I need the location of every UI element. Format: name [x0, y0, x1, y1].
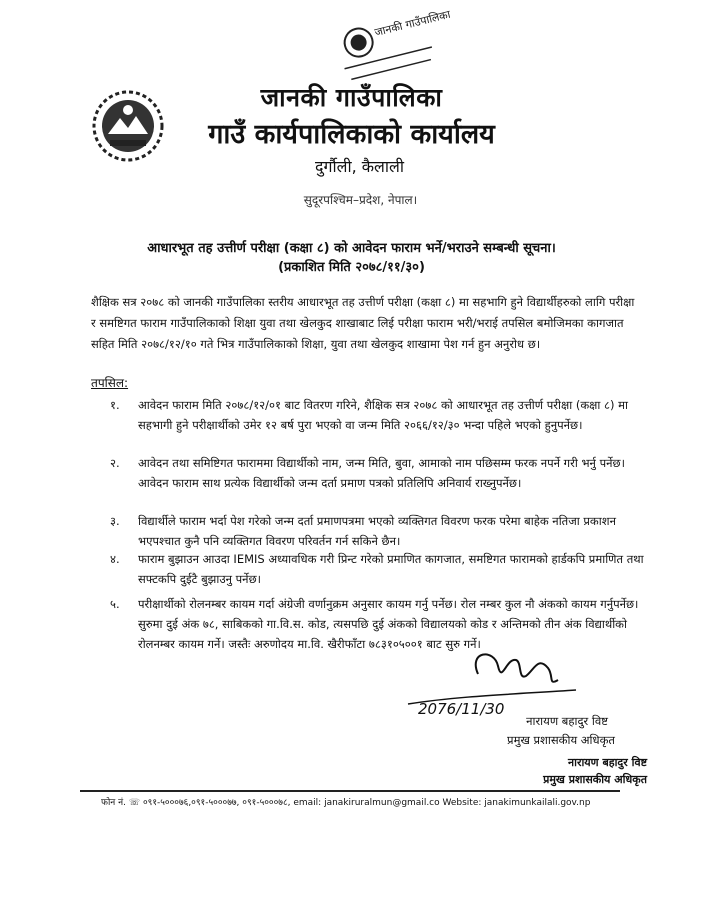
- signatory-name: नारायण बहादुर विष्ट: [526, 714, 608, 728]
- item-number: ३.: [110, 514, 120, 528]
- list-item: [110, 594, 650, 654]
- item-text: आवेदन फाराम मिति २०७८/१२/०१ बाट वितरण गरिने, शैक्षिक सत्र २०७८ को आधारभूत तह उत्तीर्ण परीक्षा (कक्षा ८) मा सहभागी हुने परीक्षार्थीको उमेर १२ बर्ष पुरा भएको वा जन्म मिति २०६६/१२/३० भन्दा पहिले भएको हुनुपर्नेछ।: [138, 398, 629, 432]
- item-number: ४.: [110, 552, 120, 566]
- list-item: [110, 453, 650, 493]
- item-number: २.: [110, 456, 120, 470]
- office-name: गाउँ कार्यपालिकाको कार्यालय: [208, 119, 495, 150]
- handwritten-signature: [398, 646, 588, 722]
- list-item: [110, 511, 650, 551]
- seal-text: जानकी गाउँपालिका: [373, 7, 452, 40]
- intro-paragraph: शैक्षिक सत्र २०७८ को जानकी गाउँपालिका स्तरीय आधारभूत तह उत्तीर्ण परीक्षा (कक्षा ८) मा सहभागि हुने विद्यार्थीहरुको लागि परीक्षा र समष्टिगत फाराम गाउँपालिकाको शिक्षा युवा तथा खेलकुद शाखाबाट लिई परीक्षा फाराम भरी/भराई तपसिल बमोजिमका कागजात सहित मिति २०७८/१२/१० गते भित्र गाउँपालिकाको शिक्षा, युवा तथा खेलकुद शाखामा पेश गर्न हुन अनुरोध छ।: [91, 295, 635, 351]
- stamp-designation: प्रमुख प्रशासकीय अधिकृत: [543, 773, 647, 786]
- item-number: १.: [110, 398, 120, 412]
- item-text: फाराम बुझाउन आउदा IEMIS अध्यावधिक गरी प्रिन्ट गरेको प्रमाणित कागजात, समष्टिगत फारामको हार्डकपि प्रमाणित तथा सफ्टकपि दुईटै बुझाउनु पर्नेछ।: [138, 552, 644, 586]
- item-number: ५.: [110, 597, 120, 611]
- office-location: दुर्गौली, कैलाली: [314, 157, 405, 176]
- list-item: [110, 549, 650, 589]
- item-text: विद्यार्थीले फाराम भर्दा पेश गरेको जन्म दर्ता प्रमाणपत्रमा भएको व्यक्तिगत विवरण फरक परेमा बाहेक नतिजा प्रकाशन भएपश्चात कुनै पनि व्यक्तिगत विवरण परिवर्तन गर्न सकिने छैन।: [138, 514, 616, 548]
- list-item: [110, 395, 650, 435]
- tapasil-label: तपसिल:: [91, 376, 129, 390]
- item-text: परीक्षार्थीको रोलनम्बर कायम गर्दा अंग्रेजी वर्णानुक्रम अनुसार कायम गर्नु पर्नेछ। रोल नम्बर कुल नौ अंकको कायम गर्नुपर्नेछ। सुरुमा दुई अंक ७८, साबिकको गा.वि.स. कोड, त्यसपछि दुई अंकको विद्यालयको कोड र अन्तिमको तीन अंक विद्यार्थीको रोलनम्बर कायम गर्ने। जस्तैः अरुणोदय मा.वि. खैरीफाँटा ७८३१०५००१ बाट सुरु गर्ने।: [138, 597, 639, 651]
- municipality-name: जानकी गाउँपालिका: [260, 83, 443, 112]
- item-text: आवेदन तथा समिष्टिगत फाराममा विद्यार्थीको नाम, जन्म मिति, बुवा, आमाको नाम पछिसम्म फरक नपर्ने गरी भर्नु पर्नेछ। आवेदन फाराम साथ प्रत्येक विद्यार्थीको जन्म दर्ता प्रमाण पत्रको प्रतिलिपि अनिवार्य राख्नुपर्नेछ।: [138, 456, 625, 490]
- signatory-designation: प्रमुख प्रशासकीय अधिकृत: [507, 733, 615, 747]
- footer-divider: [80, 790, 620, 792]
- signature-date: 2076/11/30: [418, 700, 505, 718]
- stamp-name: नारायण बहादुर विष्ट: [568, 756, 647, 769]
- province-line: सुदूरपश्चिम–प्रदेश, नेपाल।: [303, 193, 418, 207]
- notice-title: आधारभूत तह उत्तीर्ण परीक्षा (कक्षा ८) को आवेदन फाराम भर्ने/भराउने सम्बन्धी सूचना।: [147, 241, 556, 256]
- footer-contact: फोन नं. ☏ ०९१-५०००७६,०९१-५०००७७, ०९१-५०००७८, email: janakiruralmun@gmail.co Website: janakimunkailali.gov.np: [101, 798, 591, 808]
- notice-date: (प्रकाशित मिति २०७८/११/३०): [278, 260, 425, 275]
